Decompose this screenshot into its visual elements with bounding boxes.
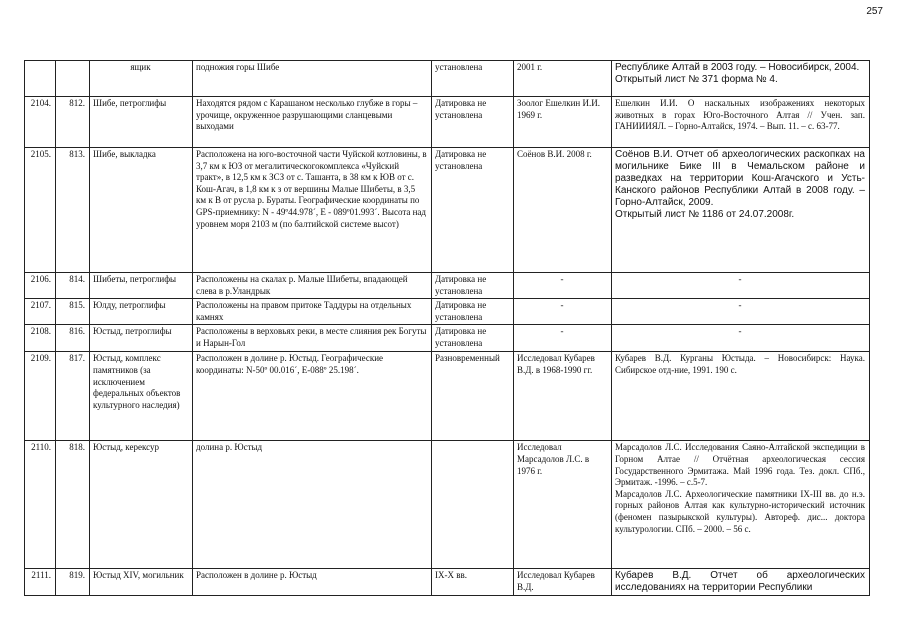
monument-dating: Датировка не установлена <box>432 299 514 325</box>
monument-name: Юстыд, керексур <box>90 441 193 569</box>
row-index: 2106. <box>25 273 56 299</box>
table-row <box>25 148 870 273</box>
monument-source: Кубарев В.Д. Курганы Юстыда. – Новосибирск: Наука. Сибирское отд-ние, 1991. 190 с. <box>612 352 870 441</box>
monument-location: Расположены на скалах р. Малые Шибеты, впадающей слева в р.Уландрык <box>193 273 432 299</box>
row-number: 814. <box>56 273 90 299</box>
row-index: 2108. <box>25 325 56 352</box>
monument-dating: Датировка не установлена <box>432 97 514 148</box>
row-index: 2104. <box>25 97 56 148</box>
monument-location: Находятся рядом с Карашаном несколько глубже в горы – урочище, окруженное разрушающими сланцевыми выходами <box>193 97 432 148</box>
table-row <box>25 97 870 148</box>
row-index: 2109. <box>25 352 56 441</box>
monument-discovery: - <box>514 273 612 299</box>
monument-discovery: - <box>514 299 612 325</box>
monument-location: Расположен в долине р. Юстыд. Географические координаты: N-50º 00.016´, E-088º 25.198´. <box>193 352 432 441</box>
monument-source: - <box>612 273 870 299</box>
monument-name: Шибе, петроглифы <box>90 97 193 148</box>
monument-location: Расположен в долине р. Юстыд <box>193 569 432 596</box>
monument-discovery: Зоолог Ешелкин И.И. 1969 г. <box>514 97 612 148</box>
monument-source: Кубарев В.Д. Отчет об археологических исследованиях на территории Республики <box>612 569 870 596</box>
monument-name: Юстыд, комплекс памятников (за исключением федеральных объектов культурного наследия) <box>90 352 193 441</box>
source-paragraph: Марсадолов Л.С. Исследования Саяно-Алтайской экспедиции в Горном Алтае // Отчётная археологическая сессия Государственного Эрмитажа. Май 1996 года. Тез. докл. СПб., Эрмитаж. -1996. – с.5-7. <box>615 442 865 488</box>
source-line: Соёнов В.И. Отчет об археологических раскопках на могильнике Бике III в Чемальском районе и разведках на территории Кош-Агачского и Усть-Канского районов Республики Алтай в 2008 году. – Горно-Алтайск, 2009. <box>615 149 865 208</box>
monument-dating: Разновременный <box>432 352 514 441</box>
monument-dating <box>432 441 514 569</box>
row-index: 2111. <box>25 569 56 596</box>
table-row <box>25 352 870 441</box>
monument-name: Шибе, выкладка <box>90 148 193 273</box>
table-row <box>25 569 870 596</box>
monument-dating: IX-X вв. <box>432 569 514 596</box>
monument-discovery: Исследовал Кубарев В.Д. в 1968-1990 гг. <box>514 352 612 441</box>
row-index: 2107. <box>25 299 56 325</box>
monument-location: долина р. Юстыд <box>193 441 432 569</box>
table-row <box>25 273 870 299</box>
row-index <box>25 61 56 97</box>
source-line: Открытый лист № 1186 от 24.07.2008г. <box>615 209 795 220</box>
table-row <box>25 299 870 325</box>
table-row <box>25 325 870 352</box>
monument-location: Расположены в верховьях реки, в месте слияния рек Богуты и Нарын-Гол <box>193 325 432 352</box>
monument-source: - <box>612 325 870 352</box>
row-number: 813. <box>56 148 90 273</box>
monument-location: Расположена на юго-восточной части Чуйской котловины, в 3,7 км к ЮЗ от мегалитическогокомплекса «Чуйский тракт», в 12,5 км к ЗСЗ от с. Ташанта, в 38 км к ЮВ от с. Кош-Агач, в 1,8 км к з от вершины Малые Шибеты, в 3,5 км к В от русла р. Бураты. Географические координаты по GPS-приемнику: N - 49º44.978´, E - 089º01.993´. Высота над уровнем моря 2103 м (по балтийской системе высот) <box>193 148 432 273</box>
monument-source: Ешелкин И.И. О наскальных изображениях некоторых животных в горах Юго-Восточного Алтая // Учен. зап. ГАНИИИЯЛ. – Горно-Алтайск, 1974. – Вып. 11. – с. 63-77. <box>612 97 870 148</box>
row-number: 812. <box>56 97 90 148</box>
monuments-table <box>24 60 870 596</box>
monument-name: ящик <box>90 61 193 97</box>
monument-source <box>612 61 870 97</box>
monument-dating: Датировка не установлена <box>432 273 514 299</box>
row-number: 817. <box>56 352 90 441</box>
table-row <box>25 441 870 569</box>
table-row <box>25 61 870 97</box>
monument-source <box>612 441 870 569</box>
source-paragraph: Марсадолов Л.С. Археологические памятники IX-III вв. до н.э. горных районов Алтая как культурно-исторический источник (феномен пазырыкской культуры). Автореф. дис... доктора культурологии. СПб. – 2000. – 56 с. <box>615 488 865 534</box>
row-number: 815. <box>56 299 90 325</box>
monument-name: Юстыд XIV, могильник <box>90 569 193 596</box>
monument-discovery: Соёнов В.И. 2008 г. <box>514 148 612 273</box>
row-number: 816. <box>56 325 90 352</box>
monument-discovery: Исследовал Марсадолов Л.С. в 1976 г. <box>514 441 612 569</box>
monument-dating: Датировка не установлена <box>432 148 514 273</box>
monument-discovery: - <box>514 325 612 352</box>
monument-name: Юстыд, петроглифы <box>90 325 193 352</box>
monument-discovery: Исследовал Кубарев В.Д. <box>514 569 612 596</box>
monument-source: - <box>612 299 870 325</box>
monument-dating: установлена <box>432 61 514 97</box>
row-number: 818. <box>56 441 90 569</box>
row-number: 819. <box>56 569 90 596</box>
monument-source <box>612 148 870 273</box>
row-index: 2105. <box>25 148 56 273</box>
monument-name: Юлду, петроглифы <box>90 299 193 325</box>
monument-name: Шибеты, петроглифы <box>90 273 193 299</box>
monument-discovery: 2001 г. <box>514 61 612 97</box>
source-line: Открытый лист № 371 форма № 4. <box>615 74 778 85</box>
monument-dating: Датировка не установлена <box>432 325 514 352</box>
monument-location: Расположены на правом притоке Таддуры на отдельных камнях <box>193 299 432 325</box>
page-number: 257 <box>866 6 883 17</box>
source-line: Республике Алтай в 2003 году. – Новосибирск, 2004. <box>615 62 860 73</box>
row-number <box>56 61 90 97</box>
row-index: 2110. <box>25 441 56 569</box>
monument-location: подножия горы Шибе <box>193 61 432 97</box>
